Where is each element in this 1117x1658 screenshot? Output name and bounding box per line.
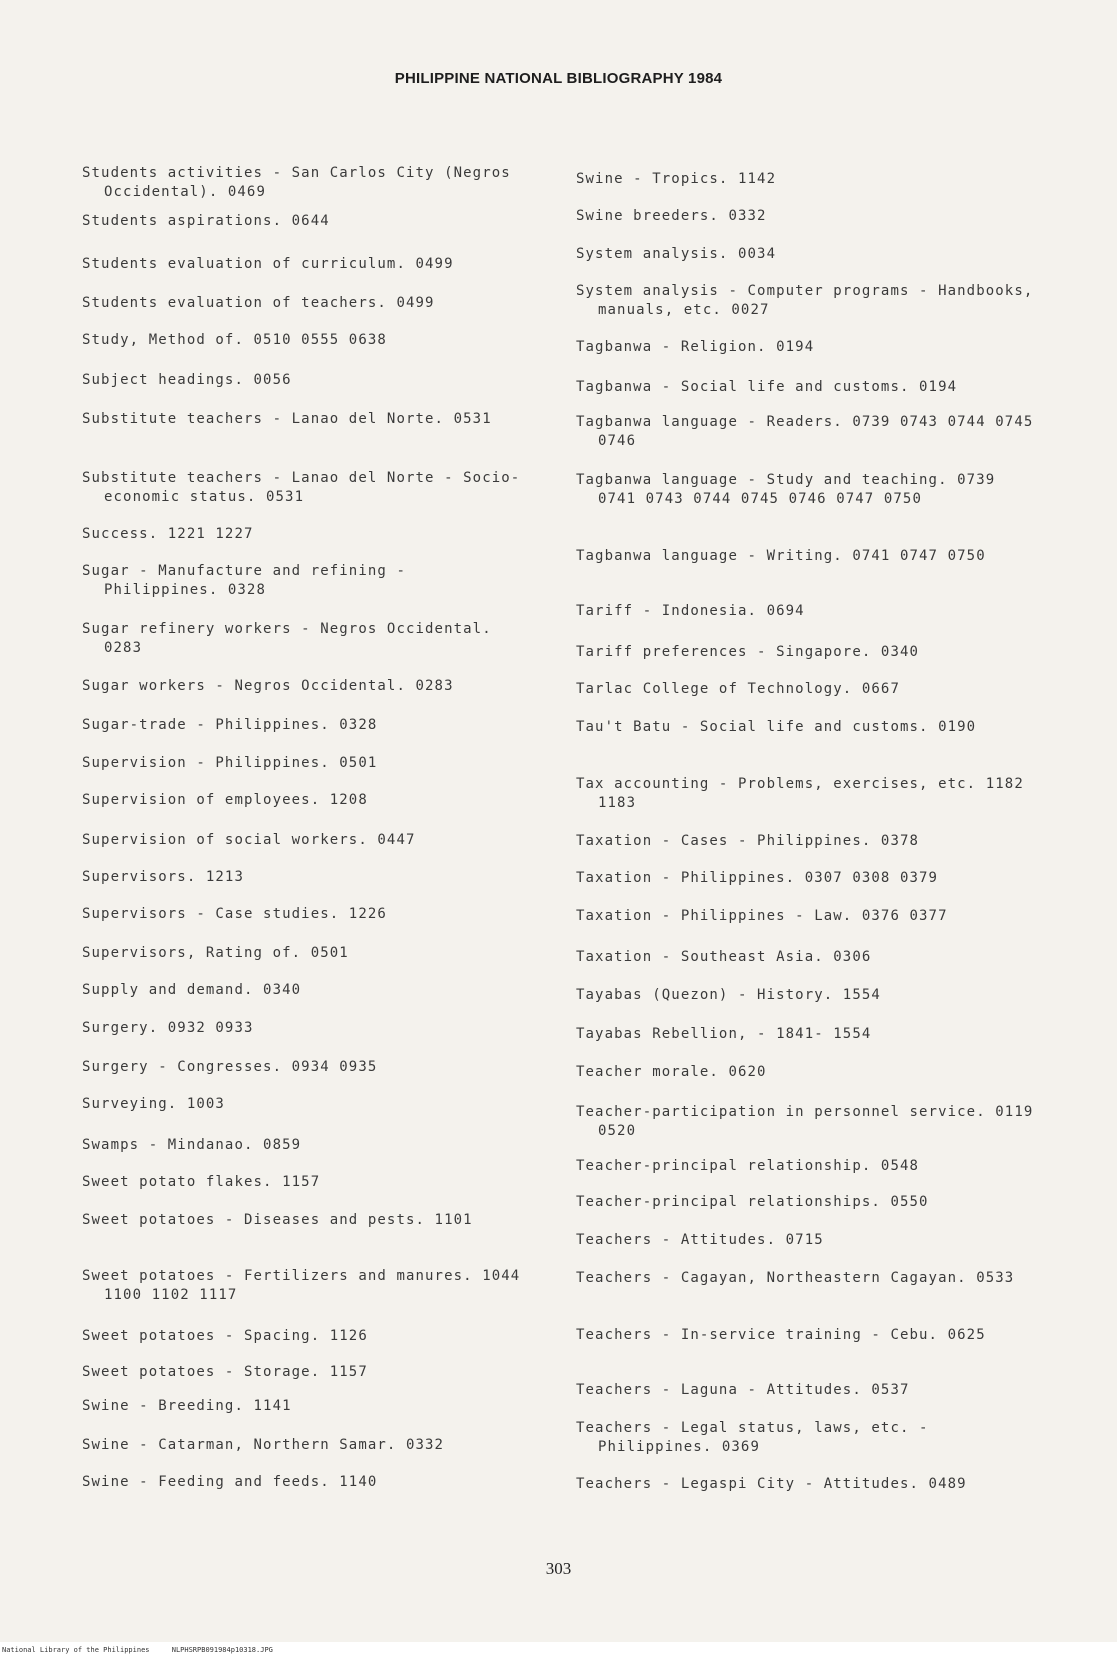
- index-entry: Teachers - In-service training - Cebu. 0625: [576, 1327, 986, 1343]
- index-entry: Sweet potatoes - Storage. 1157: [82, 1364, 368, 1380]
- index-entry: Tarlac College of Technology. 0667: [576, 681, 900, 697]
- index-entry: Teacher morale. 0620: [576, 1064, 767, 1080]
- index-entry: Students evaluation of teachers. 0499: [82, 295, 435, 311]
- index-entry: Tagbanwa - Religion. 0194: [576, 339, 815, 355]
- page-number: 303: [545, 1559, 572, 1578]
- page-title: PHILIPPINE NATIONAL BIBLIOGRAPHY 1984: [394, 70, 723, 87]
- index-entry: Swine - Breeding. 1141: [82, 1398, 292, 1414]
- index-entry: Sugar - Manufacture and refining - Philippines. 0328: [82, 563, 406, 598]
- index-entry: Tagbanwa language - Writing. 0741 0747 0750: [576, 548, 986, 564]
- index-entry: Teachers - Legaspi City - Attitudes. 0489: [576, 1476, 967, 1492]
- index-entry: Teachers - Cagayan, Northeastern Cagayan. 0533: [576, 1270, 1015, 1286]
- index-entry: Subject headings. 0056: [82, 372, 292, 388]
- index-entry: Tau't Batu - Social life and customs. 0190: [576, 719, 977, 735]
- index-entry: Tayabas Rebellion, - 1841- 1554: [576, 1026, 872, 1042]
- index-entry: Sweet potatoes - Diseases and pests. 1101: [82, 1212, 473, 1228]
- index-entry: Surgery - Congresses. 0934 0935: [82, 1059, 378, 1075]
- index-entry: Swine - Feeding and feeds. 1140: [82, 1474, 378, 1490]
- scan-footer: [0, 1642, 1117, 1658]
- index-entry: Sweet potatoes - Spacing. 1126: [82, 1328, 368, 1344]
- index-entry: Students evaluation of curriculum. 0499: [82, 256, 454, 272]
- index-entry: Supervisors, Rating of. 0501: [82, 945, 349, 961]
- index-entry: Sweet potato flakes. 1157: [82, 1174, 321, 1190]
- index-entry: Tayabas (Quezon) - History. 1554: [576, 987, 881, 1003]
- index-entry: Supervision - Philippines. 0501: [82, 755, 378, 771]
- index-entry: Supervisors. 1213: [82, 869, 244, 885]
- index-entry: Tagbanwa language - Readers. 0739 0743 0744 0745 0746: [576, 414, 1034, 449]
- index-entry: Supervisors - Case studies. 1226: [82, 906, 387, 922]
- index-entry: Surgery. 0932 0933: [82, 1020, 254, 1036]
- index-entry: Teacher-principal relationship. 0548: [576, 1158, 920, 1174]
- index-entry: Supervision of employees. 1208: [82, 792, 368, 808]
- index-entry: Teacher-principal relationships. 0550: [576, 1194, 929, 1210]
- index-entry: Students activities - San Carlos City (Negros Occidental). 0469: [82, 165, 511, 200]
- index-entry: Supply and demand. 0340: [82, 982, 302, 998]
- index-entry: Students aspirations. 0644: [82, 213, 330, 229]
- index-entry: Tagbanwa language - Study and teaching. 0739 0741 0743 0744 0745 0746 0747 0750: [576, 472, 996, 507]
- index-entry: Tax accounting - Problems, exercises, etc. 1182 1183: [576, 776, 1024, 811]
- index-entry: Surveying. 1003: [82, 1096, 225, 1112]
- index-entry: Sweet potatoes - Fertilizers and manures. 1044 1100 1102 1117: [82, 1268, 521, 1303]
- index-entry: Swine - Tropics. 1142: [576, 171, 777, 187]
- index-entry: Substitute teachers - Lanao del Norte. 0531: [82, 411, 492, 427]
- index-entry: Tariff preferences - Singapore. 0340: [576, 644, 920, 660]
- footer-library: National Library of the Philippines: [2, 1646, 150, 1654]
- index-entry: Taxation - Philippines - Law. 0376 0377: [576, 908, 948, 924]
- index-entry: Swine - Catarman, Northern Samar. 0332: [82, 1437, 445, 1453]
- index-entry: Success. 1221 1227: [82, 526, 254, 542]
- index-entry: System analysis. 0034: [576, 246, 777, 262]
- index-entry: Swamps - Mindanao. 0859: [82, 1137, 302, 1153]
- index-entry: System analysis - Computer programs - Handbooks, manuals, etc. 0027: [576, 283, 1034, 318]
- index-entry: Supervision of social workers. 0447: [82, 832, 416, 848]
- index-entry: Taxation - Southeast Asia. 0306: [576, 949, 872, 965]
- index-entry: Study, Method of. 0510 0555 0638: [82, 332, 387, 348]
- index-entry: Tariff - Indonesia. 0694: [576, 603, 805, 619]
- index-entry: Sugar-trade - Philippines. 0328: [82, 717, 378, 733]
- footer-filename: NLPHSRPB091984p10318.JPG: [171, 1646, 273, 1654]
- index-entry: Teachers - Attitudes. 0715: [576, 1232, 824, 1248]
- index-entry: Tagbanwa - Social life and customs. 0194: [576, 379, 958, 395]
- index-entry: Teachers - Laguna - Attitudes. 0537: [576, 1382, 910, 1398]
- index-entry: Sugar workers - Negros Occidental. 0283: [82, 678, 454, 694]
- index-entry: Swine breeders. 0332: [576, 208, 767, 224]
- index-entry: Teacher-participation in personnel service. 0119 0520: [576, 1104, 1034, 1139]
- index-entry: Teachers - Legal status, laws, etc. - Philippines. 0369: [576, 1420, 929, 1455]
- index-entry: Sugar refinery workers - Negros Occidental. 0283: [82, 621, 492, 656]
- index-entry: Taxation - Cases - Philippines. 0378: [576, 833, 920, 849]
- index-entry: Taxation - Philippines. 0307 0308 0379: [576, 870, 939, 886]
- index-entry: Substitute teachers - Lanao del Norte - Socio-economic status. 0531: [82, 470, 521, 505]
